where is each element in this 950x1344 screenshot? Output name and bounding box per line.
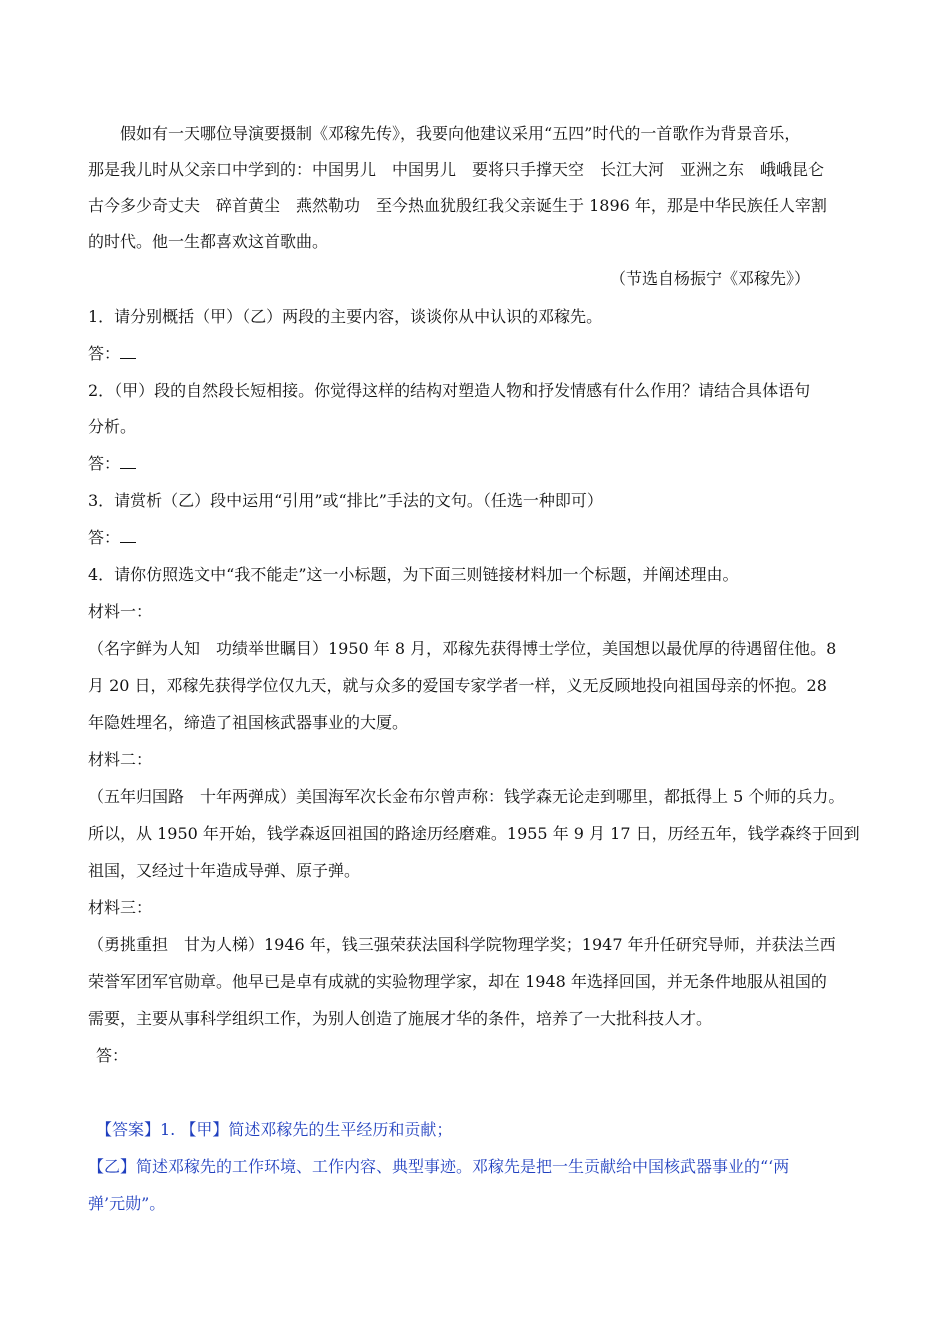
answer-key-line-3: 弹’元勋”。 bbox=[88, 1194, 166, 1213]
material-3-line-1: （勇挑重担 甘为人梯）1946 年，钱三强荣获法国科学院物理学奖；1947 年升任研究导师，并获法兰西 bbox=[88, 935, 836, 954]
final-answer-label: 答： bbox=[96, 1046, 129, 1065]
question-4: 4．请你仿照选文中“我不能走”这一小标题，为下面三则链接材料加一个标题，并阐述理由。 bbox=[88, 565, 739, 584]
answer-blank[interactable] bbox=[120, 528, 136, 543]
material-2-line-2: 所以，从 1950 年开始，钱学森返回祖国的路途历经磨难。1955 年 9 月 17 日，历经五年，钱学森终于回到 bbox=[88, 824, 860, 843]
material-3-line-3: 需要，主要从事科学组织工作，为别人创造了施展才华的条件，培养了一大批科技人才。 bbox=[88, 1009, 713, 1028]
question-2-line-2: 分析。 bbox=[88, 417, 137, 436]
material-3-line-2: 荣誉军团军官勋章。他早已是卓有成就的实验物理学家，却在 1948 年选择回国，并无条件地服从祖国的 bbox=[88, 972, 827, 991]
answer-label: 答： bbox=[88, 344, 121, 363]
answer-label: 答： bbox=[88, 528, 121, 547]
material-2-line-1: （五年归国路 十年两弹成）美国海军次长金布尔曾声称：钱学森无论走到哪里，都抵得上 5 个师的兵力。 bbox=[88, 787, 845, 806]
answer-line-1 bbox=[88, 343, 136, 365]
question-1: 1．请分别概括（甲）（乙）两段的主要内容，谈谈你从中认识的邓稼先。 bbox=[88, 307, 603, 326]
answer-key-line-2: 【乙】简述邓稼先的工作环境、工作内容、典型事迹。邓稼先是把一生贡献给中国核武器事业的“‘两 bbox=[88, 1157, 790, 1176]
passage-line-2: 那是我儿时从父亲口中学到的：中国男儿 中国男儿 要将只手撑天空 长江大河 亚洲之东 峨峨昆仑 bbox=[88, 160, 825, 179]
passage-line-1: 假如有一天哪位导演要摄制《邓稼先传》，我要向他建议采用“五四”时代的一首歌作为背景音乐， bbox=[120, 124, 801, 143]
material-1-line-1: （名字鲜为人知 功绩举世瞩目）1950 年 8 月，邓稼先获得博士学位，美国想以最优厚的待遇留住他。8 bbox=[88, 639, 837, 658]
material-2-label: 材料二： bbox=[88, 750, 153, 769]
passage-line-3: 古今多少奇丈夫 碎首黄尘 燕然勒功 至今热血犹殷红我父亲诞生于 1896 年，那是中华民族任人宰割 bbox=[88, 196, 827, 215]
material-1-line-3: 年隐姓埋名，缔造了祖国核武器事业的大厦。 bbox=[88, 713, 409, 732]
material-1-label: 材料一： bbox=[88, 602, 153, 621]
answer-line-3 bbox=[88, 527, 136, 549]
material-2-line-3: 祖国，又经过十年造成导弹、原子弹。 bbox=[88, 861, 361, 880]
passage-source: （节选自杨振宁《邓稼先》） bbox=[610, 269, 811, 288]
material-1-line-2: 月 20 日，邓稼先获得学位仅九天，就与众多的爱国专家学者一样，义无反顾地投向祖国母亲的怀抱。28 bbox=[88, 676, 827, 695]
question-3: 3．请赏析（乙）段中运用“引用”或“排比”手法的文句。（任选一种即可） bbox=[88, 491, 603, 510]
passage-line-4: 的时代。他一生都喜欢这首歌曲。 bbox=[88, 232, 329, 251]
question-2-line-1: 2．（甲）段的自然段长短相接。你觉得这样的结构对塑造人物和抒发情感有什么作用？请结合具体语句 bbox=[88, 381, 811, 400]
answer-blank[interactable] bbox=[120, 454, 136, 469]
answer-blank[interactable] bbox=[120, 344, 136, 359]
material-3-label: 材料三： bbox=[88, 898, 153, 917]
answer-key-line-1: 【答案】1. 【甲】简述邓稼先的生平经历和贡献； bbox=[96, 1120, 453, 1139]
answer-line-2 bbox=[88, 453, 136, 475]
answer-label: 答： bbox=[88, 454, 121, 473]
